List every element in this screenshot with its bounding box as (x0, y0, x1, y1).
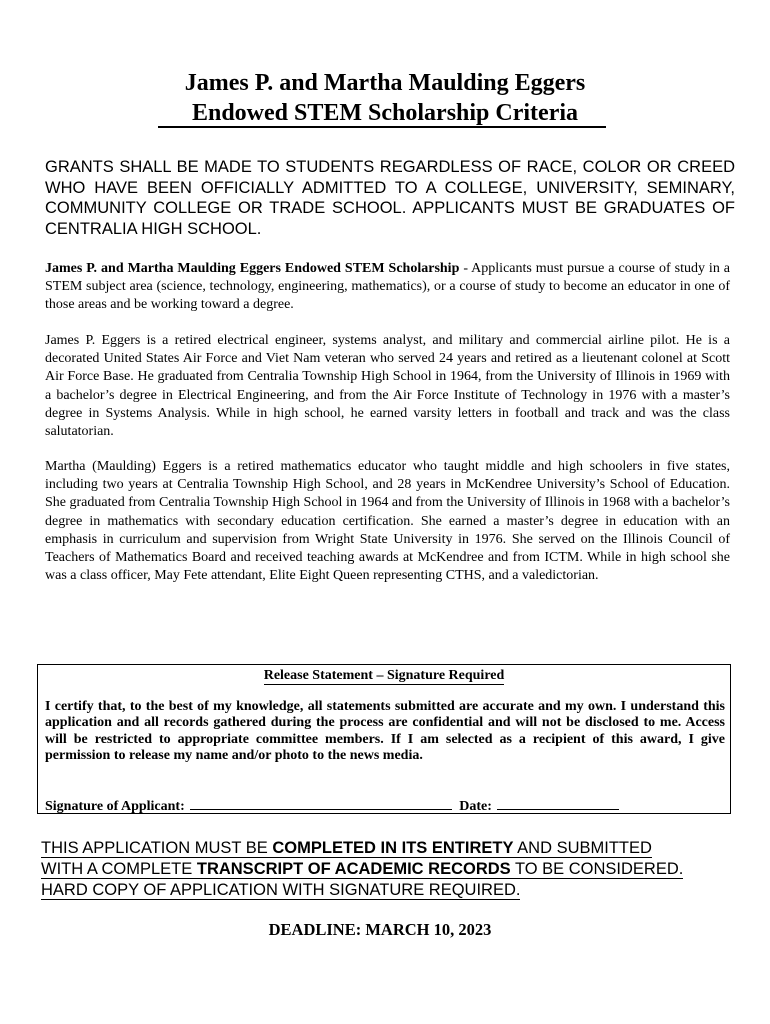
submission-emphasis: COMPLETED IN ITS ENTIRETY (272, 839, 514, 857)
submission-text: TO BE CONSIDERED. (510, 860, 684, 878)
submission-text: WITH A COMPLETE (41, 860, 197, 878)
date-field[interactable] (497, 797, 619, 810)
bio-martha-eggers: Martha (Maulding) Eggers is a retired mathematics educator who taught middle and high schoolers in five states, including two years at Centralia Township High School, and 28 years in McKendree University’s School of Education. She graduated from Centralia Township High School in 1964 and from the University of Illinois in 1968 with a bachelor’s degree in mathematics with secondary education certification. She earned a master’s degree in education with an emphasis in curriculum and supervision from Wright State University in 1976. She served on the Illinois Council of Teachers of Mathematics Board and received teaching awards at McKendree and from ICTM. While in high school she was a class officer, May Fete attendant, Elite Eight Queen representing CTHS, and a valedictorian. (45, 459, 730, 584)
submission-line-2 (41, 859, 731, 880)
release-statement-box (37, 664, 731, 814)
submission-emphasis: TRANSCRIPT OF ACADEMIC RECORDS (196, 860, 511, 878)
scholarship-requirements: - Applicants must pursue a course of study in a STEM subject area (science, technology, engineering, mathematics), or a course of study to become an educator in one of those areas and be working toward a degree. (45, 261, 730, 313)
date-label: Date: (459, 799, 492, 814)
signature-field[interactable] (190, 797, 452, 810)
release-certification-text: I certify that, to the best of my knowledge, all statements submitted are accurate and my own. I understand this application and all records gathered during the process are confidential and will not be disclosed to me. Access will be restricted to appropriate committee members. If I am selected as a recipient of this award, I give permission to release my name and/or photo to the news media. (45, 699, 725, 764)
title-underline (158, 126, 606, 128)
signature-row (45, 797, 619, 815)
eligibility-statement: GRANTS SHALL BE MADE TO STUDENTS REGARDLESS OF RACE, COLOR OR CREED WHO HAVE BEEN OFFICIALLY ADMITTED TO A COLLEGE, UNIVERSITY, SEMINARY, COMMUNITY COLLEGE OR TRADE SCHOOL. APPLICANTS MUST BE GRADUATES OF CENTRALIA HIGH SCHOOL. (45, 158, 735, 238)
signature-label: Signature of Applicant: (45, 799, 185, 814)
submission-line-3 (41, 880, 731, 901)
document-title-line-2: Endowed STEM Scholarship Criteria (191, 100, 579, 126)
release-title-text: Release Statement – Signature Required (263, 668, 505, 683)
application-deadline: DEADLINE: MARCH 10, 2023 (268, 920, 492, 939)
document-title-line-1: James P. and Martha Maulding Eggers (184, 70, 586, 96)
bio-james-eggers: James P. Eggers is a retired electrical engineer, systems analyst, and military and commercial airline pilot. He is a decorated United States Air Force and Viet Nam veteran who served 24 years and retired as a lieutenant colonel at Scott Air Force Base. He graduated from Centralia Township High School in 1964, from the University of Illinois in 1969 with a bachelor’s degree in Electrical Engineering, and from the Air Force Institute of Technology in 1976 with a master’s degree in Systems Analysis. While in high school, he earned varsity letters in football and track and was the class salutatorian. (45, 333, 730, 440)
scholarship-description (45, 260, 730, 315)
submission-text: HARD COPY OF APPLICATION WITH SIGNATURE REQUIRED. (41, 881, 521, 899)
submission-text: THIS APPLICATION MUST BE (41, 839, 273, 857)
scholarship-name: James P. and Martha Maulding Eggers Endowed STEM Scholarship (45, 261, 460, 276)
submission-line-1 (41, 838, 731, 859)
release-title (38, 667, 730, 685)
submission-text: AND SUBMITTED (513, 839, 652, 857)
